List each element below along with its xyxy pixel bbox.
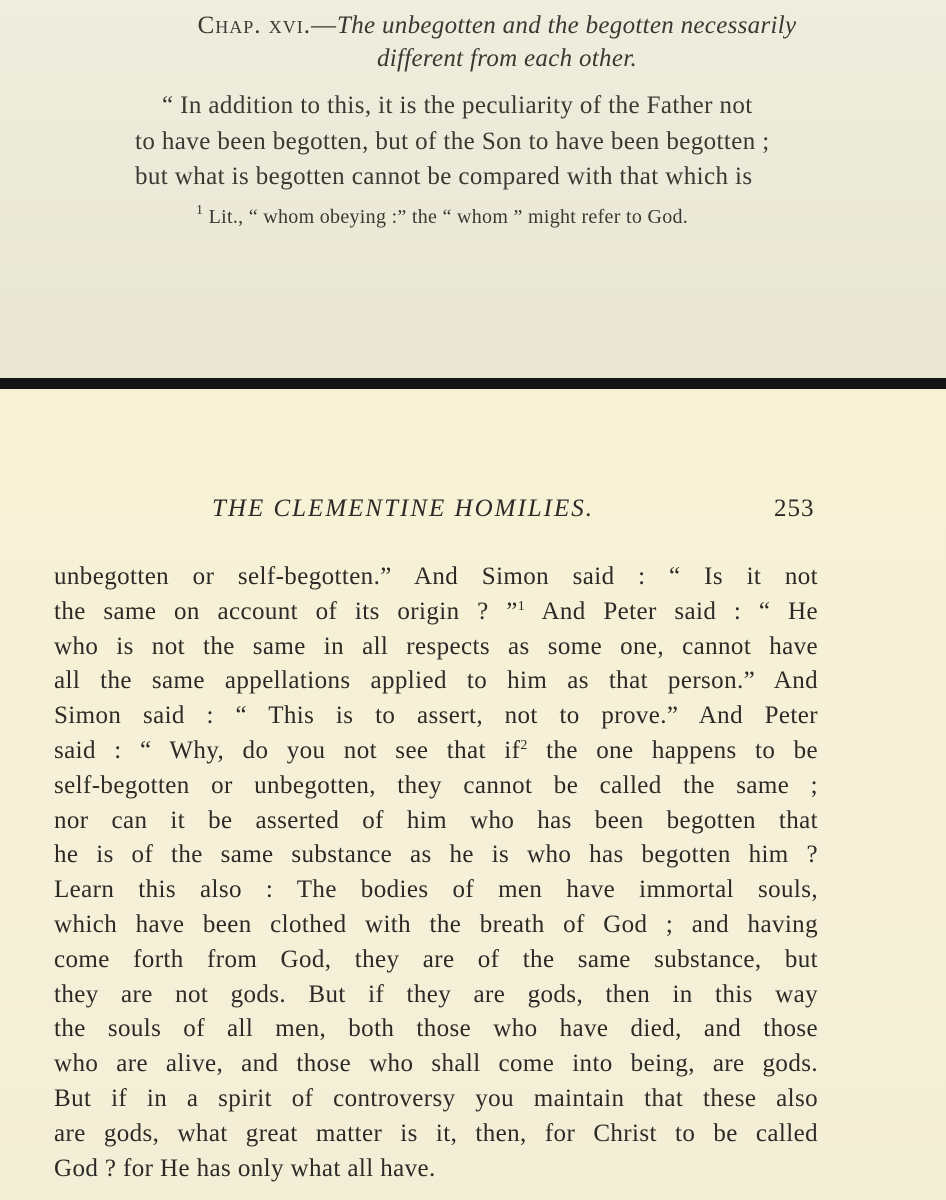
text-segment: And Peter said : “ He (525, 597, 818, 625)
text-segment: he is of the same substance as he is who has begotten him ? (54, 841, 818, 869)
text-line (54, 1085, 818, 1113)
text-line (54, 598, 818, 626)
footnote-marker: 1 (196, 203, 204, 218)
text-line (54, 633, 818, 661)
page-number: 253 (774, 495, 815, 522)
chapter-title-part-1: The unbegotten and the begotten necessarily (337, 12, 797, 39)
footnote-reference: 1 (517, 598, 526, 614)
text-segment: all the same appellations applied to him as that person.” And (54, 667, 818, 695)
text-line: but what is begotten cannot be compared with that which is (135, 163, 753, 190)
footnote-text: Lit., “ whom obeying :” the “ whom ” might refer to God. (208, 206, 689, 228)
text-line (54, 911, 818, 939)
text-line (54, 876, 818, 904)
text-segment: unbegotten or self-begotten.” And Simon said : “ Is it not (54, 563, 818, 590)
text-line (54, 1015, 818, 1043)
running-header: THE CLEMENTINE HOMILIES. (212, 495, 595, 522)
lower-page (0, 389, 946, 1200)
chapter-heading-line-1 (24, 12, 946, 40)
text-line (54, 1120, 818, 1148)
text-segment: nor can it be asserted of him who has been begotten that (54, 806, 818, 834)
chapter-title-part-2: different from each other. (376, 45, 638, 72)
text-line (54, 667, 818, 695)
text-segment: But if in a spirit of controversy you maintain that these also (54, 1085, 818, 1112)
text-line (54, 807, 818, 835)
text-segment: the same on account of its origin ? ” (54, 597, 518, 625)
text-segment: self-begotten or unbegotten, they cannot be called the same ; (54, 771, 818, 799)
text-line (54, 563, 818, 591)
text-segment: God ? for He has only what all have. (54, 1154, 436, 1182)
text-segment: which have been clothed with the breath of God ; and having (54, 911, 818, 938)
text-segment: they are not gods. But if they are gods, then in this way (54, 980, 818, 1008)
text-segment: are gods, what great matter is it, then, for Christ to be called (54, 1119, 818, 1147)
text-line (54, 841, 818, 869)
footnote-reference: 2 (520, 738, 528, 753)
text-segment: the one happens to be (527, 737, 818, 764)
text-segment: Learn this also : The bodies of men have immortal souls, (54, 876, 818, 904)
text-line (54, 1155, 818, 1183)
text-segment: Simon said : “ This is to assert, not to prove.” And Peter (54, 702, 818, 730)
text-segment: come forth from God, they are of the same substance, but (54, 945, 818, 973)
text-line: “ In addition to this, it is the peculiarity of the Father not (162, 92, 753, 119)
text-line (54, 772, 818, 800)
text-segment: who are alive, and those who shall come into being, are gods. (54, 1050, 818, 1078)
chapter-label: Chap. xvi.— (197, 12, 338, 39)
text-line (54, 702, 818, 730)
footnote (196, 203, 688, 229)
upper-page-fragment (0, 0, 946, 378)
text-segment: who is not the same in all respects as some one, cannot have (54, 632, 818, 660)
text-segment: the souls of all men, both those who have died, and those (54, 1015, 818, 1043)
text-segment: said : “ Why, do you not see that if (54, 737, 521, 764)
page-divider (0, 378, 946, 389)
text-line: to have been begotten, but of the Son to have been begotten ; (135, 128, 770, 155)
text-line (54, 1050, 818, 1078)
text-line (54, 981, 818, 1009)
text-line (54, 737, 818, 765)
text-line (54, 946, 818, 974)
